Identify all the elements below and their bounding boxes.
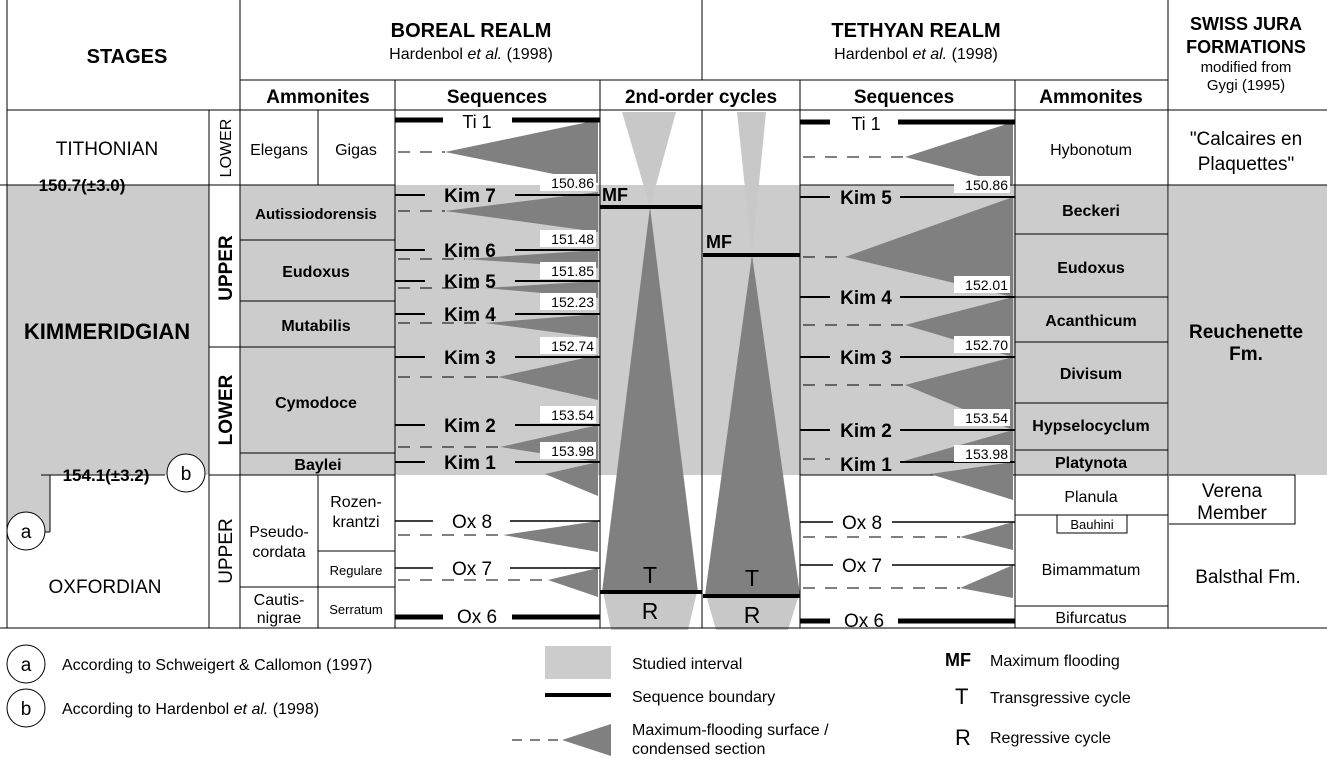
amm-rozen-1: Rozen- (330, 494, 382, 511)
age-kim4: 152.23 (551, 294, 594, 310)
amm-cautis-2: nigrae (256, 610, 302, 627)
amm-serratum: Serratum (329, 602, 383, 617)
legend-t-symbol: T (955, 684, 969, 709)
boreal-ammonites-header: Ammonites (266, 87, 370, 108)
seq-kim3: Kim 3 (444, 348, 496, 369)
legend-mf-text: Maximum flooding (990, 653, 1120, 670)
amm-cautis-1: Cautis- (253, 592, 305, 609)
seq-kim1: Kim 1 (444, 453, 496, 474)
seq-kim2: Kim 2 (444, 416, 496, 437)
legend-a-text: According to Schweigert & Callomon (1997) (62, 657, 373, 674)
amm-elegans: Elegans (250, 142, 308, 159)
tethyan-ref: Hardenbol et al. (1998) (834, 46, 998, 63)
fm-balsthal: Balsthal Fm. (1195, 567, 1301, 588)
swiss-header-1: SWISS JURA (1189, 14, 1303, 34)
age-kim2: 153.54 (551, 407, 594, 423)
fm-verena-2: Member (1197, 503, 1267, 524)
substage-upper-oxfordian: UPPER (216, 518, 237, 584)
cycles-header: 2nd-order cycles (624, 87, 778, 108)
tseq-kim3: Kim 3 (840, 348, 892, 369)
swiss-header-3: modified from (1200, 59, 1292, 76)
age-kim6: 151.48 (551, 231, 594, 247)
tamm-hypselocyclum: Hypselocyclum (1032, 418, 1150, 435)
legend-r-text: Regressive cycle (990, 730, 1111, 747)
amm-cymodoce: Cymodoce (275, 395, 357, 412)
tamm-planula: Planula (1064, 489, 1118, 506)
seq-kim4: Kim 4 (444, 305, 496, 326)
tage-kim1: 153.98 (965, 446, 1008, 462)
tseq-ox7: Ox 7 (841, 556, 883, 577)
fm-verena-1: Verena (1201, 481, 1263, 502)
boreal-ref: Hardenbol et al. (1998) (389, 46, 553, 63)
tseq-ox8: Ox 8 (841, 513, 883, 534)
legend-a-label: a (20, 655, 32, 676)
seq-kim7: Kim 7 (444, 186, 496, 207)
seq-ox8: Ox 8 (451, 512, 493, 533)
amm-rozen-2: krantzi (332, 514, 380, 531)
seq-ti1: Ti 1 (462, 112, 492, 132)
amm-pseudo-2: cordata (252, 544, 306, 561)
cycles-column (600, 112, 801, 630)
tamm-divisum: Divisum (1059, 366, 1123, 383)
fm-reuchenette-2: Fm. (1229, 344, 1263, 365)
legend-mfs-text-2: condensed section (632, 741, 766, 758)
tseq-kim4: Kim 4 (840, 288, 892, 309)
tage-kim2: 153.54 (965, 410, 1008, 426)
tage-kim5: 150.86 (965, 177, 1008, 193)
age-kim3: 152.74 (551, 338, 594, 354)
age-kim7: 150.86 (551, 175, 594, 191)
legend-b-label: b (20, 699, 32, 720)
seq-ox7: Ox 7 (451, 559, 493, 580)
age-bottom: 154.1(±3.2) (62, 466, 150, 485)
tamm-eudoxus: Eudoxus (1057, 260, 1125, 277)
substage-lower-tithonian: LOWER (218, 118, 235, 178)
r-boreal: R (641, 598, 659, 624)
legend-r-symbol: R (955, 725, 971, 750)
amm-autissiodorensis: Autissiodorensis (255, 206, 377, 223)
tethyan-ammonites-header: Ammonites (1039, 87, 1143, 108)
seq-kim6: Kim 6 (444, 241, 496, 262)
tamm-hybonotum: Hybonotum (1050, 142, 1132, 159)
r-tethyan: R (743, 602, 761, 628)
stages-header: STAGES (86, 46, 168, 68)
amm-pseudo-1: Pseudo- (249, 524, 309, 541)
fm-calcaires-1: "Calcaires en (1189, 129, 1303, 150)
stage-tithonian: TITHONIAN (55, 139, 159, 160)
amm-baylei: Baylei (294, 457, 342, 474)
tamm-platynota: Platynota (1054, 455, 1128, 472)
tseq-ox6: Ox 6 (843, 611, 885, 632)
age-top: 150.7(±3.0) (38, 176, 126, 195)
tage-kim3: 152.70 (965, 337, 1008, 353)
tage-kim4: 152.01 (965, 277, 1008, 293)
legend-b-text: According to Hardenbol et al. (1998) (62, 701, 320, 718)
boreal-sequences-header: Sequences (446, 87, 548, 108)
legend-mfs-triangle (562, 724, 611, 756)
tseq-kim5: Kim 5 (840, 188, 892, 209)
amm-gigas: Gigas (335, 142, 377, 159)
mf-tethyan: MF (706, 232, 732, 252)
stage-oxfordian: OXFORDIAN (48, 577, 162, 598)
substage-upper-kimmeridgian: UPPER (216, 235, 237, 301)
substage-lower-kimmeridgian: LOWER (216, 374, 237, 446)
tamm-bifurcatus: Bifurcatus (1055, 610, 1127, 627)
tethyan-sequences-header: Sequences (853, 87, 955, 108)
swiss-header-4: Gygi (1995) (1206, 77, 1286, 94)
t-tethyan: T (744, 565, 760, 591)
boreal-title: BOREAL REALM (390, 20, 552, 42)
tamm-bimammatum: Bimammatum (1041, 562, 1141, 579)
tethyan-title: TETHYAN REALM (831, 20, 1001, 42)
tamm-bauhini: Bauhini (1070, 517, 1114, 532)
seq-kim5: Kim 5 (444, 272, 496, 293)
amm-eudoxus: Eudoxus (282, 264, 350, 281)
amm-regulare: Regulare (329, 563, 383, 578)
fm-calcaires-2: Plaquettes" (1197, 154, 1295, 175)
t-boreal: T (642, 562, 658, 588)
tamm-acanthicum: Acanthicum (1045, 313, 1137, 330)
tamm-beckeri: Beckeri (1062, 203, 1120, 220)
mf-boreal: MF (602, 185, 628, 205)
fm-reuchenette-1: Reuchenette (1188, 322, 1304, 343)
age-kim5: 151.85 (551, 263, 594, 279)
age-kim1: 153.98 (551, 443, 594, 459)
stage-kimmeridgian: KIMMERIDGIAN (23, 319, 191, 344)
legend-studied-text: Studied interval (632, 656, 743, 673)
legend-boundary-text: Sequence boundary (632, 689, 776, 706)
marker-a-label: a (20, 522, 32, 543)
swiss-header-2: FORMATIONS (1186, 37, 1306, 57)
legend-mf-symbol: MF (945, 650, 971, 670)
legend-studied-swatch (545, 646, 611, 679)
tseq-kim2: Kim 2 (840, 421, 892, 442)
amm-mutabilis: Mutabilis (281, 318, 351, 335)
seq-ox6: Ox 6 (456, 607, 498, 628)
tseq-ti1: Ti 1 (851, 114, 881, 134)
legend-t-text: Transgressive cycle (990, 690, 1131, 707)
legend-mfs-text-1: Maximum-flooding surface / (632, 722, 829, 739)
legend (7, 645, 1131, 758)
marker-b-label: b (180, 464, 192, 485)
tseq-kim1: Kim 1 (840, 455, 892, 476)
